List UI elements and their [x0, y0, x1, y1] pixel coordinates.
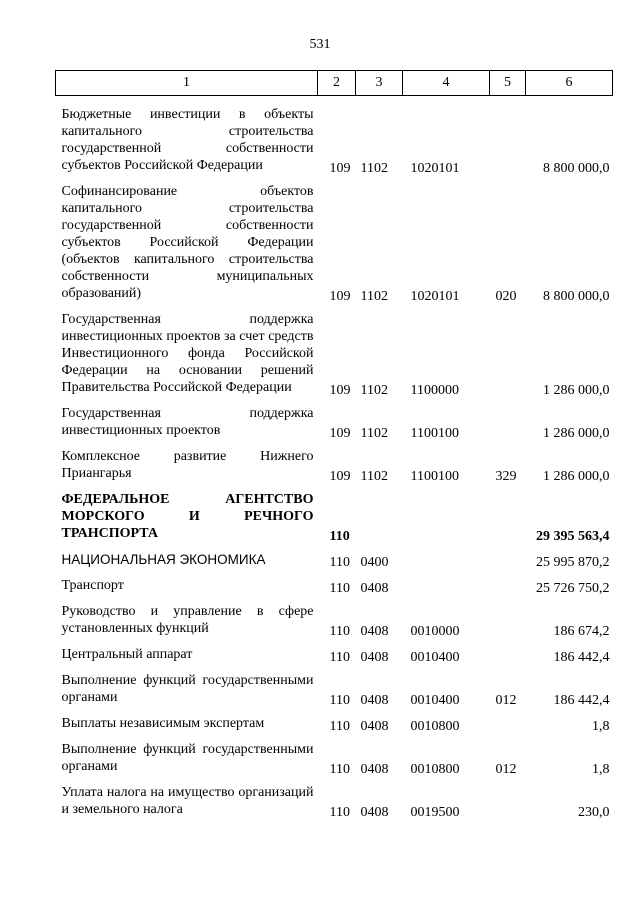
row-chapter-code: 109: [329, 426, 351, 441]
row-expense-type: 329: [495, 469, 517, 484]
row-name: Выполнение функций государственными органами: [61, 742, 314, 774]
row-amount: 1,8: [592, 719, 610, 734]
page-number: 531: [309, 37, 331, 52]
row-name: Центральный аппарат: [61, 647, 193, 662]
row-section-code: 0408: [360, 805, 389, 820]
table-row: [56, 778, 613, 821]
table-row: [56, 571, 613, 597]
row-amount: 29 395 563,4: [536, 529, 610, 544]
table-row: [56, 735, 613, 778]
table-row: [56, 666, 613, 709]
row-expense-type: 012: [495, 693, 517, 708]
header-col-4: 4: [403, 71, 490, 96]
row-name: Уплата налога на имущество организаций и земельного налога: [61, 785, 314, 817]
row-name: Выполнение функций государственными органами: [61, 673, 314, 705]
row-amount: 8 800 000,0: [543, 289, 610, 304]
row-section-code: 1102: [360, 426, 388, 441]
row-section-code: 0408: [360, 762, 389, 777]
row-section-code: [356, 485, 403, 545]
row-chapter-code: 110: [329, 762, 350, 777]
row-name: ФЕДЕРАЛЬНОЕ АГЕНТСТВО МОРСКОГО И РЕЧНОГО ТРАНСПОРТА: [61, 492, 314, 541]
table-row: [56, 709, 613, 735]
row-amount: 186 442,4: [553, 693, 610, 708]
row-amount: 1 286 000,0: [543, 426, 610, 441]
row-target-item: 1100100: [410, 426, 459, 441]
row-name: НАЦИОНАЛЬНАЯ ЭКОНОМИКА: [61, 552, 266, 567]
table-row: [56, 177, 613, 305]
row-section-code: 1102: [360, 469, 388, 484]
row-target-item: 0019500: [410, 805, 460, 820]
row-chapter-code: 110: [329, 693, 350, 708]
row-expense-type: [490, 399, 526, 442]
table-row: [56, 399, 613, 442]
row-chapter-code: 109: [329, 383, 351, 398]
row-name: Руководство и управление в сфере установленных функций: [61, 604, 314, 636]
row-target-item: 0010000: [410, 624, 460, 639]
row-expense-type: [490, 571, 526, 597]
row-expense-type: [490, 640, 526, 666]
row-chapter-code: 109: [329, 469, 351, 484]
row-section-code: 0408: [360, 693, 389, 708]
row-expense-type: [490, 597, 526, 640]
row-target-item: [403, 545, 490, 571]
table-row: [56, 640, 613, 666]
row-expense-type: [490, 305, 526, 399]
row-chapter-code: 109: [329, 161, 351, 176]
row-target-item: 0010400: [410, 650, 460, 665]
row-section-code: 0408: [360, 624, 389, 639]
header-col-6: 6: [526, 71, 613, 96]
row-section-code: 0408: [360, 581, 389, 596]
row-target-item: 0010400: [410, 693, 460, 708]
row-expense-type: [490, 545, 526, 571]
row-amount: 1,8: [592, 762, 610, 777]
row-chapter-code: 110: [329, 529, 350, 544]
row-chapter-code: 110: [329, 555, 350, 570]
row-amount: 1 286 000,0: [543, 383, 610, 398]
row-section-code: 0408: [360, 650, 389, 665]
header-col-3: 3: [356, 71, 403, 96]
row-target-item: 0010800: [410, 762, 460, 777]
row-amount: 1 286 000,0: [543, 469, 610, 484]
row-chapter-code: 109: [329, 289, 351, 304]
row-target-item: [403, 485, 490, 545]
row-target-item: [403, 571, 490, 597]
row-expense-type: [490, 485, 526, 545]
row-name: Бюджетные инвестиции в объекты капитального строительства государственной собственности субъектов Российской Федерации: [61, 107, 314, 173]
row-amount: 186 442,4: [553, 650, 610, 665]
row-chapter-code: 110: [329, 624, 350, 639]
row-name: Софинансирование объектов капитального строительства государственной собственности субъектов Российской Федерации (объектов капитального строительства собственности муниципальных образований): [61, 184, 314, 301]
table-row: [56, 305, 613, 399]
row-chapter-code: 110: [329, 650, 350, 665]
row-expense-type: [490, 709, 526, 735]
row-target-item: 1020101: [410, 289, 460, 304]
row-expense-type: [490, 778, 526, 821]
row-target-item: 1100100: [410, 469, 459, 484]
table-row: [56, 100, 613, 177]
row-target-item: 1020101: [410, 161, 460, 176]
table-row: [56, 485, 613, 545]
table-row: [56, 597, 613, 640]
row-name: Комплексное развитие Нижнего Приангарья: [61, 449, 314, 481]
table-row: [56, 442, 613, 485]
row-section-code: 0408: [360, 719, 389, 734]
row-amount: 8 800 000,0: [543, 161, 610, 176]
table-row: [56, 545, 613, 571]
row-section-code: 1102: [360, 161, 388, 176]
header-col-1: 1: [56, 71, 318, 96]
row-section-code: 1102: [360, 289, 388, 304]
row-expense-type: 012: [495, 762, 517, 777]
row-target-item: 0010800: [410, 719, 460, 734]
row-name: Выплаты независимым экспертам: [61, 716, 265, 731]
row-expense-type: 020: [495, 289, 517, 304]
budget-table: [55, 70, 613, 821]
table-body: [56, 96, 613, 822]
row-name: Государственная поддержка инвестиционных проектов за счет средств Инвестиционного фонда Российской Федерации на основании решений Правительства Российской Федерации: [61, 312, 314, 395]
header-col-2: 2: [318, 71, 356, 96]
row-target-item: 1100000: [410, 383, 459, 398]
row-name: Государственная поддержка инвестиционных проектов: [61, 406, 314, 438]
row-amount: 230,0: [578, 805, 610, 820]
row-chapter-code: 110: [329, 581, 350, 596]
row-chapter-code: 110: [329, 805, 350, 820]
row-amount: 25 726 750,2: [536, 581, 610, 596]
row-section-code: 0400: [360, 555, 389, 570]
table-header: [56, 71, 613, 96]
row-chapter-code: 110: [329, 719, 350, 734]
row-name: Транспорт: [61, 578, 124, 593]
row-expense-type: [490, 100, 526, 177]
row-amount: 186 674,2: [553, 624, 610, 639]
row-amount: 25 995 870,2: [536, 555, 610, 570]
header-col-5: 5: [490, 71, 526, 96]
row-section-code: 1102: [360, 383, 388, 398]
